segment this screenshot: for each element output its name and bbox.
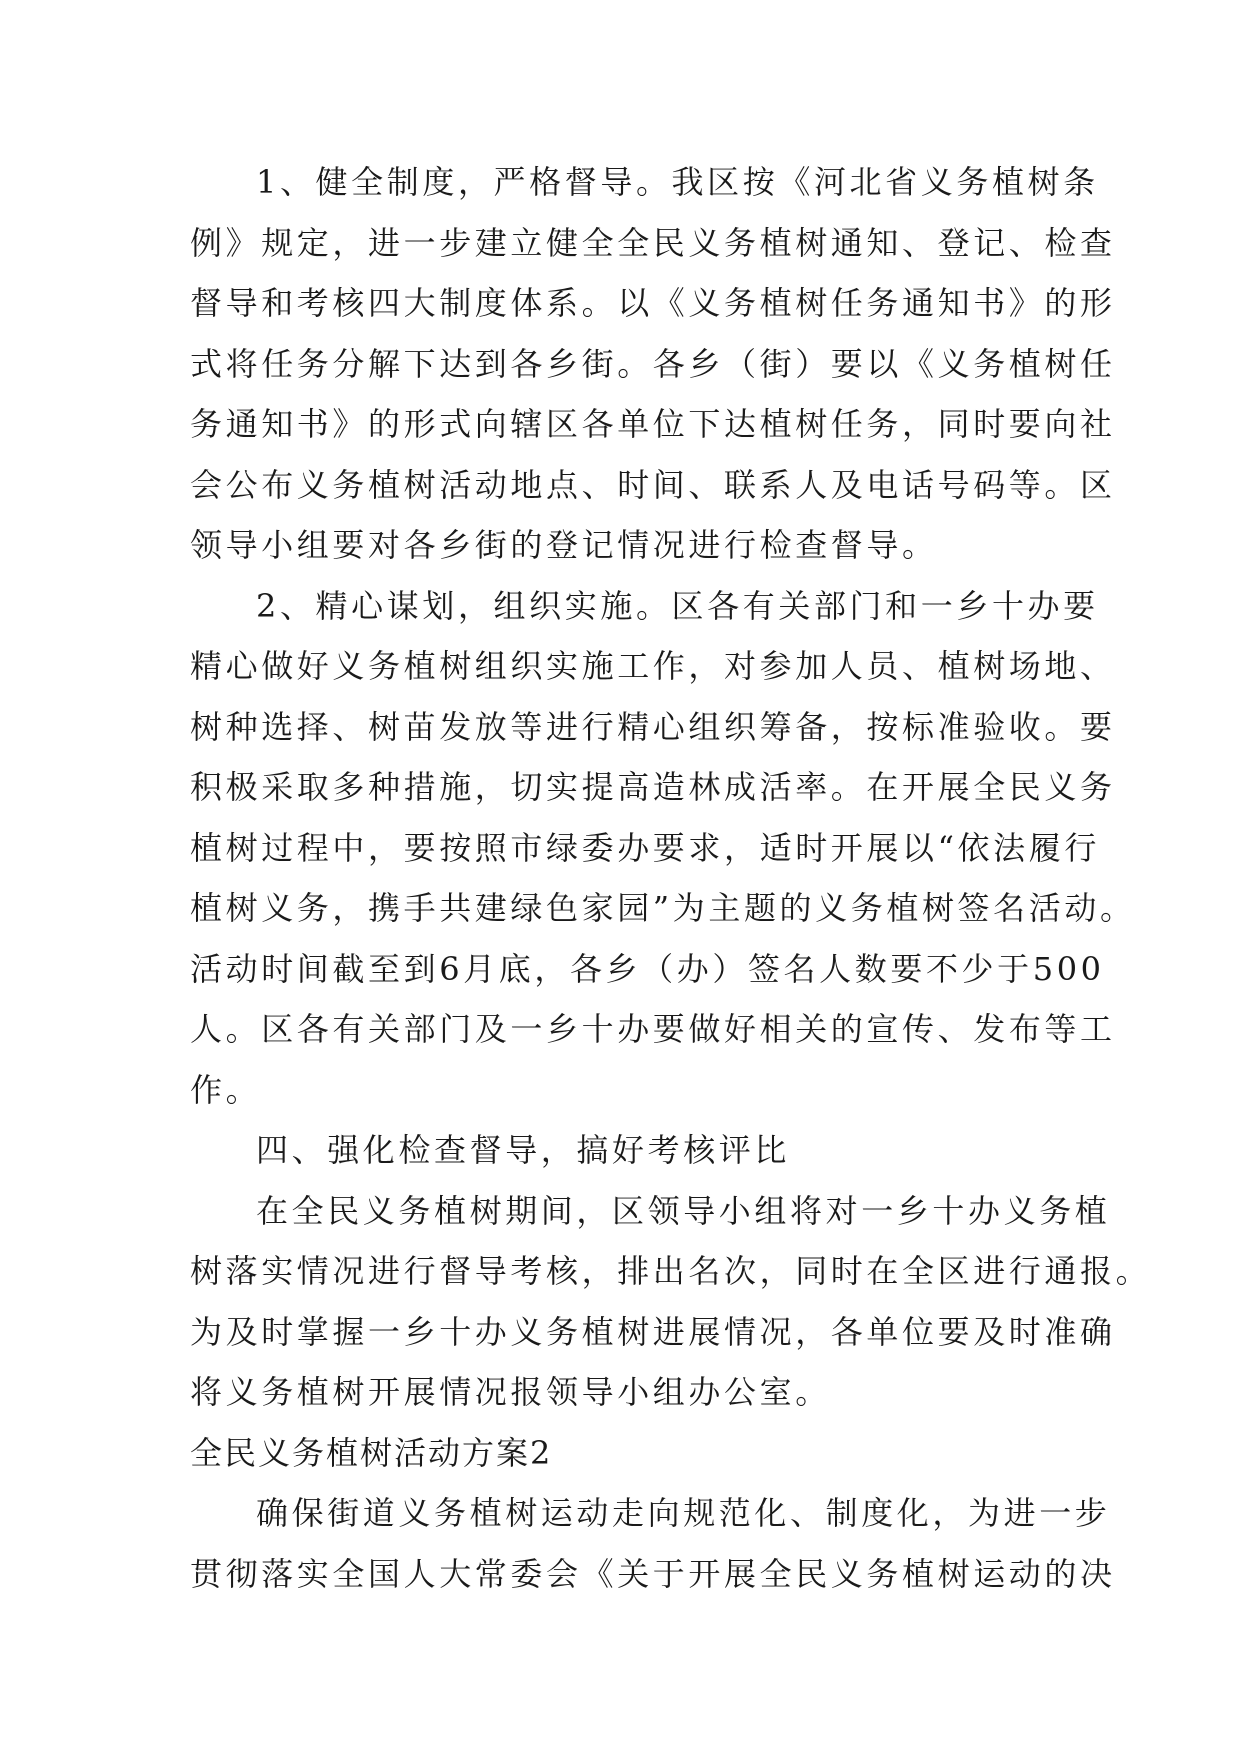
paragraph-line: 在全民义务植树期间，区领导小组将对一乡十办义务植 [256,1191,1111,1230]
paragraph-line: 树种选择、树苗发放等进行精心组织筹备，按标准验收。要 [190,707,1116,746]
paragraph-line: 植树过程中，要按照市绿委办要求，适时开展以“依法履行 [190,828,1100,867]
paragraph-line: 活动时间截至到6月底，各乡（办）签名人数要不少于500 [190,949,1105,988]
document-page [190,152,1152,1604]
paragraph-line: 1、健全制度，严格督导。我区按《河北省义务植树条 [256,163,1099,201]
paragraph-line: 领导小组要对各乡街的登记情况进行检查督导。 [190,526,938,564]
paragraph-line: 植树义务，携手共建绿色家园”为主题的义务植树签名活动。 [190,889,1136,927]
paragraph-line: 作。 [190,1070,262,1109]
paragraph-line: 2、精心谋划，组织实施。区各有关部门和一乡十办要 [256,586,1099,625]
paragraph-line: 式将任务分解下达到各乡街。各乡（街）要以《义务植树任 [190,344,1116,383]
paragraph-line: 确保街道义务植树运动走向规范化、制度化，为进一步 [256,1494,1111,1532]
section-heading: 四、强化检查督导，搞好考核评比 [256,1131,791,1169]
paragraph-line: 人。区各有关部门及一乡十办要做好相关的宣传、发布等工 [190,1010,1116,1048]
paragraph-line: 督导和考核四大制度体系。以《义务植树任务通知书》的形 [190,284,1116,322]
paragraph-line: 树落实情况进行督导考核，排出名次，同时在全区进行通报。 [190,1252,1152,1290]
paragraph-line: 例》规定，进一步建立健全全民义务植树通知、登记、检查 [190,223,1116,262]
paragraph-line: 务通知书》的形式向辖区各单位下达植树任务，同时要向社 [190,405,1116,443]
paragraph-line: 贯彻落实全国人大常委会《关于开展全民义务植树运动的决 [190,1554,1116,1593]
document-title: 全民义务植树活动方案2 [190,1433,553,1472]
paragraph-line: 会公布义务植树活动地点、时间、联系人及电话号码等。区 [190,465,1116,504]
paragraph-line: 将义务植树开展情况报领导小组办公室。 [190,1373,831,1411]
paragraph-line: 积极采取多种措施，切实提高造林成活率。在开展全民义务 [190,768,1116,806]
paragraph-line: 精心做好义务植树组织实施工作，对参加人员、植树场地、 [190,647,1116,685]
paragraph-line: 为及时掌握一乡十办义务植树进展情况，各单位要及时准确 [190,1312,1116,1351]
